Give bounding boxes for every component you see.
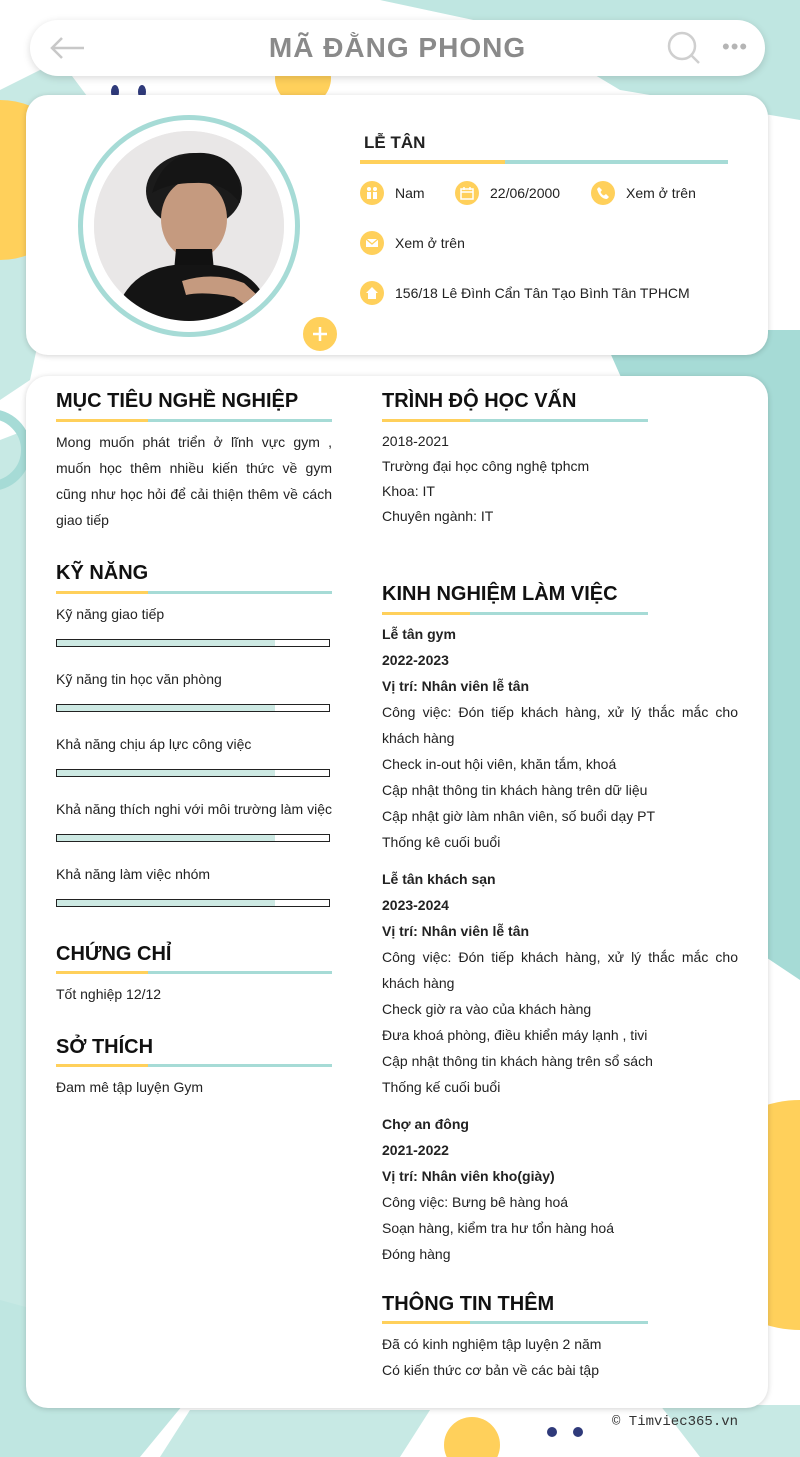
profile-card	[26, 95, 768, 355]
page-title: MÃ ĐẰNG PHONG	[268, 32, 527, 63]
phone-value: Xem ở trên	[626, 185, 696, 201]
job-period: 2021-2022	[382, 1142, 449, 1158]
objective-underline	[56, 419, 332, 422]
job-company: Lễ tân khách sạn	[382, 871, 496, 887]
avatar-frame	[78, 115, 300, 337]
skill-progress-fill	[57, 900, 275, 906]
job-duty: Check in-out hội viên, khăn tắm, khoá	[382, 756, 617, 772]
objective-text: Mong muốn phát triển ở lĩnh vực gym , muốn học thêm nhiều kiến thức về gym cũng như học hỏi để cải thiện thêm về cách giao tiếp	[56, 434, 332, 528]
skill-progress-bar	[56, 704, 330, 712]
extra-block	[382, 1331, 601, 1383]
job-period: 2022-2023	[382, 652, 449, 668]
education-line: Khoa: IT	[382, 483, 435, 499]
job-duty: Công việc: Đón tiếp khách hàng, xử lý thắc mắc cho khách hàng	[382, 949, 738, 991]
birthday-row	[455, 181, 560, 205]
title-underline	[360, 160, 728, 164]
email-row	[360, 231, 465, 255]
add-photo-button[interactable]	[301, 315, 339, 353]
hobby-item: Đam mê tập luyện Gym	[56, 1079, 204, 1095]
footer-credit: © Timviec365.vn	[612, 1414, 739, 1430]
education-line: 2018-2021	[382, 433, 449, 449]
extra-line: Đã có kinh nghiệm tập luyện 2 năm	[382, 1336, 602, 1352]
content-card	[26, 376, 768, 1408]
job-duty: Thống kê cuối buổi	[382, 834, 501, 850]
job-duty: Check giờ ra vào của khách hàng	[382, 1001, 592, 1017]
job-period: 2023-2024	[382, 897, 449, 913]
job-duty: Đưa khoá phòng, điều khiển máy lạnh , tivi	[382, 1027, 648, 1043]
experience-heading: KINH NGHIỆM LÀM VIỆC	[382, 583, 618, 605]
home-icon	[360, 281, 384, 305]
certificate-item: Tốt nghiệp 12/12	[56, 986, 162, 1002]
skills-underline	[56, 591, 332, 594]
job-duty: Cập nhật thông tin khách hàng trên dữ liệu	[382, 782, 648, 798]
skills-heading: KỸ NĂNG	[56, 562, 149, 584]
education-block	[382, 429, 589, 529]
email-icon	[360, 231, 384, 255]
job-position: Vị trí: Nhân viên kho(giày)	[382, 1168, 555, 1184]
phone-row	[591, 181, 696, 205]
skill-progress-fill	[57, 705, 275, 711]
email-value: Xem ở trên	[395, 235, 465, 251]
gender-icon	[360, 181, 384, 205]
birthday-value: 22/06/2000	[490, 185, 561, 201]
experience-underline	[382, 612, 648, 615]
objective-heading: MỤC TIÊU NGHỀ NGHIỆP	[56, 390, 299, 412]
gender-value: Nam	[395, 185, 425, 201]
skill-label: Khả năng làm việc nhóm	[56, 866, 211, 882]
skill-progress-bar	[56, 899, 330, 907]
skill-label: Kỹ năng tin học văn phòng	[56, 671, 222, 687]
job-duty: Cập nhật giờ làm nhân viên, số buổi dạy PT	[382, 808, 656, 824]
job-position: Vị trí: Nhân viên lễ tân	[382, 678, 530, 694]
skill-progress-bar	[56, 769, 330, 777]
job-position: Vị trí: Nhân viên lễ tân	[382, 923, 530, 939]
hobbies-heading: SỞ THÍCH	[56, 1036, 154, 1058]
more-options-icon[interactable]: •••	[722, 34, 749, 59]
skill-progress-fill	[57, 770, 275, 776]
skill-label: Kỹ năng giao tiếp	[56, 606, 165, 622]
job-duty: Thống kế cuối buổi	[382, 1079, 501, 1095]
extra-heading: THÔNG TIN THÊM	[382, 1293, 555, 1315]
skill-progress-fill	[57, 640, 275, 646]
job-duty: Công việc: Đón tiếp khách hàng, xử lý thắc mắc cho khách hàng	[382, 704, 738, 746]
education-line: Chuyên ngành: IT	[382, 508, 494, 524]
job-market	[382, 1111, 738, 1267]
certificates-heading: CHỨNG CHỈ	[56, 943, 172, 965]
extra-line: Có kiến thức cơ bản về các bài tập	[382, 1362, 599, 1378]
job-duty: Cập nhật thông tin khách hàng trên sổ sách	[382, 1053, 653, 1069]
job-company: Chợ an đông	[382, 1116, 469, 1132]
calendar-icon	[455, 181, 479, 205]
job-duty: Soạn hàng, kiểm tra hư tổn hàng hoá	[382, 1220, 614, 1236]
extra-underline	[382, 1321, 648, 1324]
phone-icon	[591, 181, 615, 205]
skill-progress-fill	[57, 835, 275, 841]
skill-progress-bar	[56, 639, 330, 647]
hobbies-underline	[56, 1064, 332, 1067]
education-line: Trường đại học công nghệ tphcm	[382, 458, 590, 474]
top-bar	[30, 20, 765, 76]
skill-label: Khả năng thích nghi với môi trường làm việc	[56, 801, 332, 817]
job-company: Lễ tân gym	[382, 626, 456, 642]
address-row	[360, 281, 690, 305]
avatar	[94, 131, 284, 321]
skill-label: Khả năng chịu áp lực công việc	[56, 736, 252, 752]
education-heading: TRÌNH ĐỘ HỌC VẤN	[382, 390, 577, 412]
search-icon[interactable]	[666, 30, 702, 71]
gender-row	[360, 181, 425, 205]
education-underline	[382, 419, 648, 422]
job-title: LỄ TÂN	[364, 133, 426, 152]
job-hotel	[382, 866, 738, 1100]
skill-progress-bar	[56, 834, 330, 842]
job-duty: Đóng hàng	[382, 1246, 451, 1262]
job-gym	[382, 621, 738, 855]
certificates-underline	[56, 971, 332, 974]
address-value: 156/18 Lê Đình Cẩn Tân Tạo Bình Tân TPHCM	[395, 285, 690, 301]
job-duty: Công việc: Bưng bê hàng hoá	[382, 1194, 569, 1210]
